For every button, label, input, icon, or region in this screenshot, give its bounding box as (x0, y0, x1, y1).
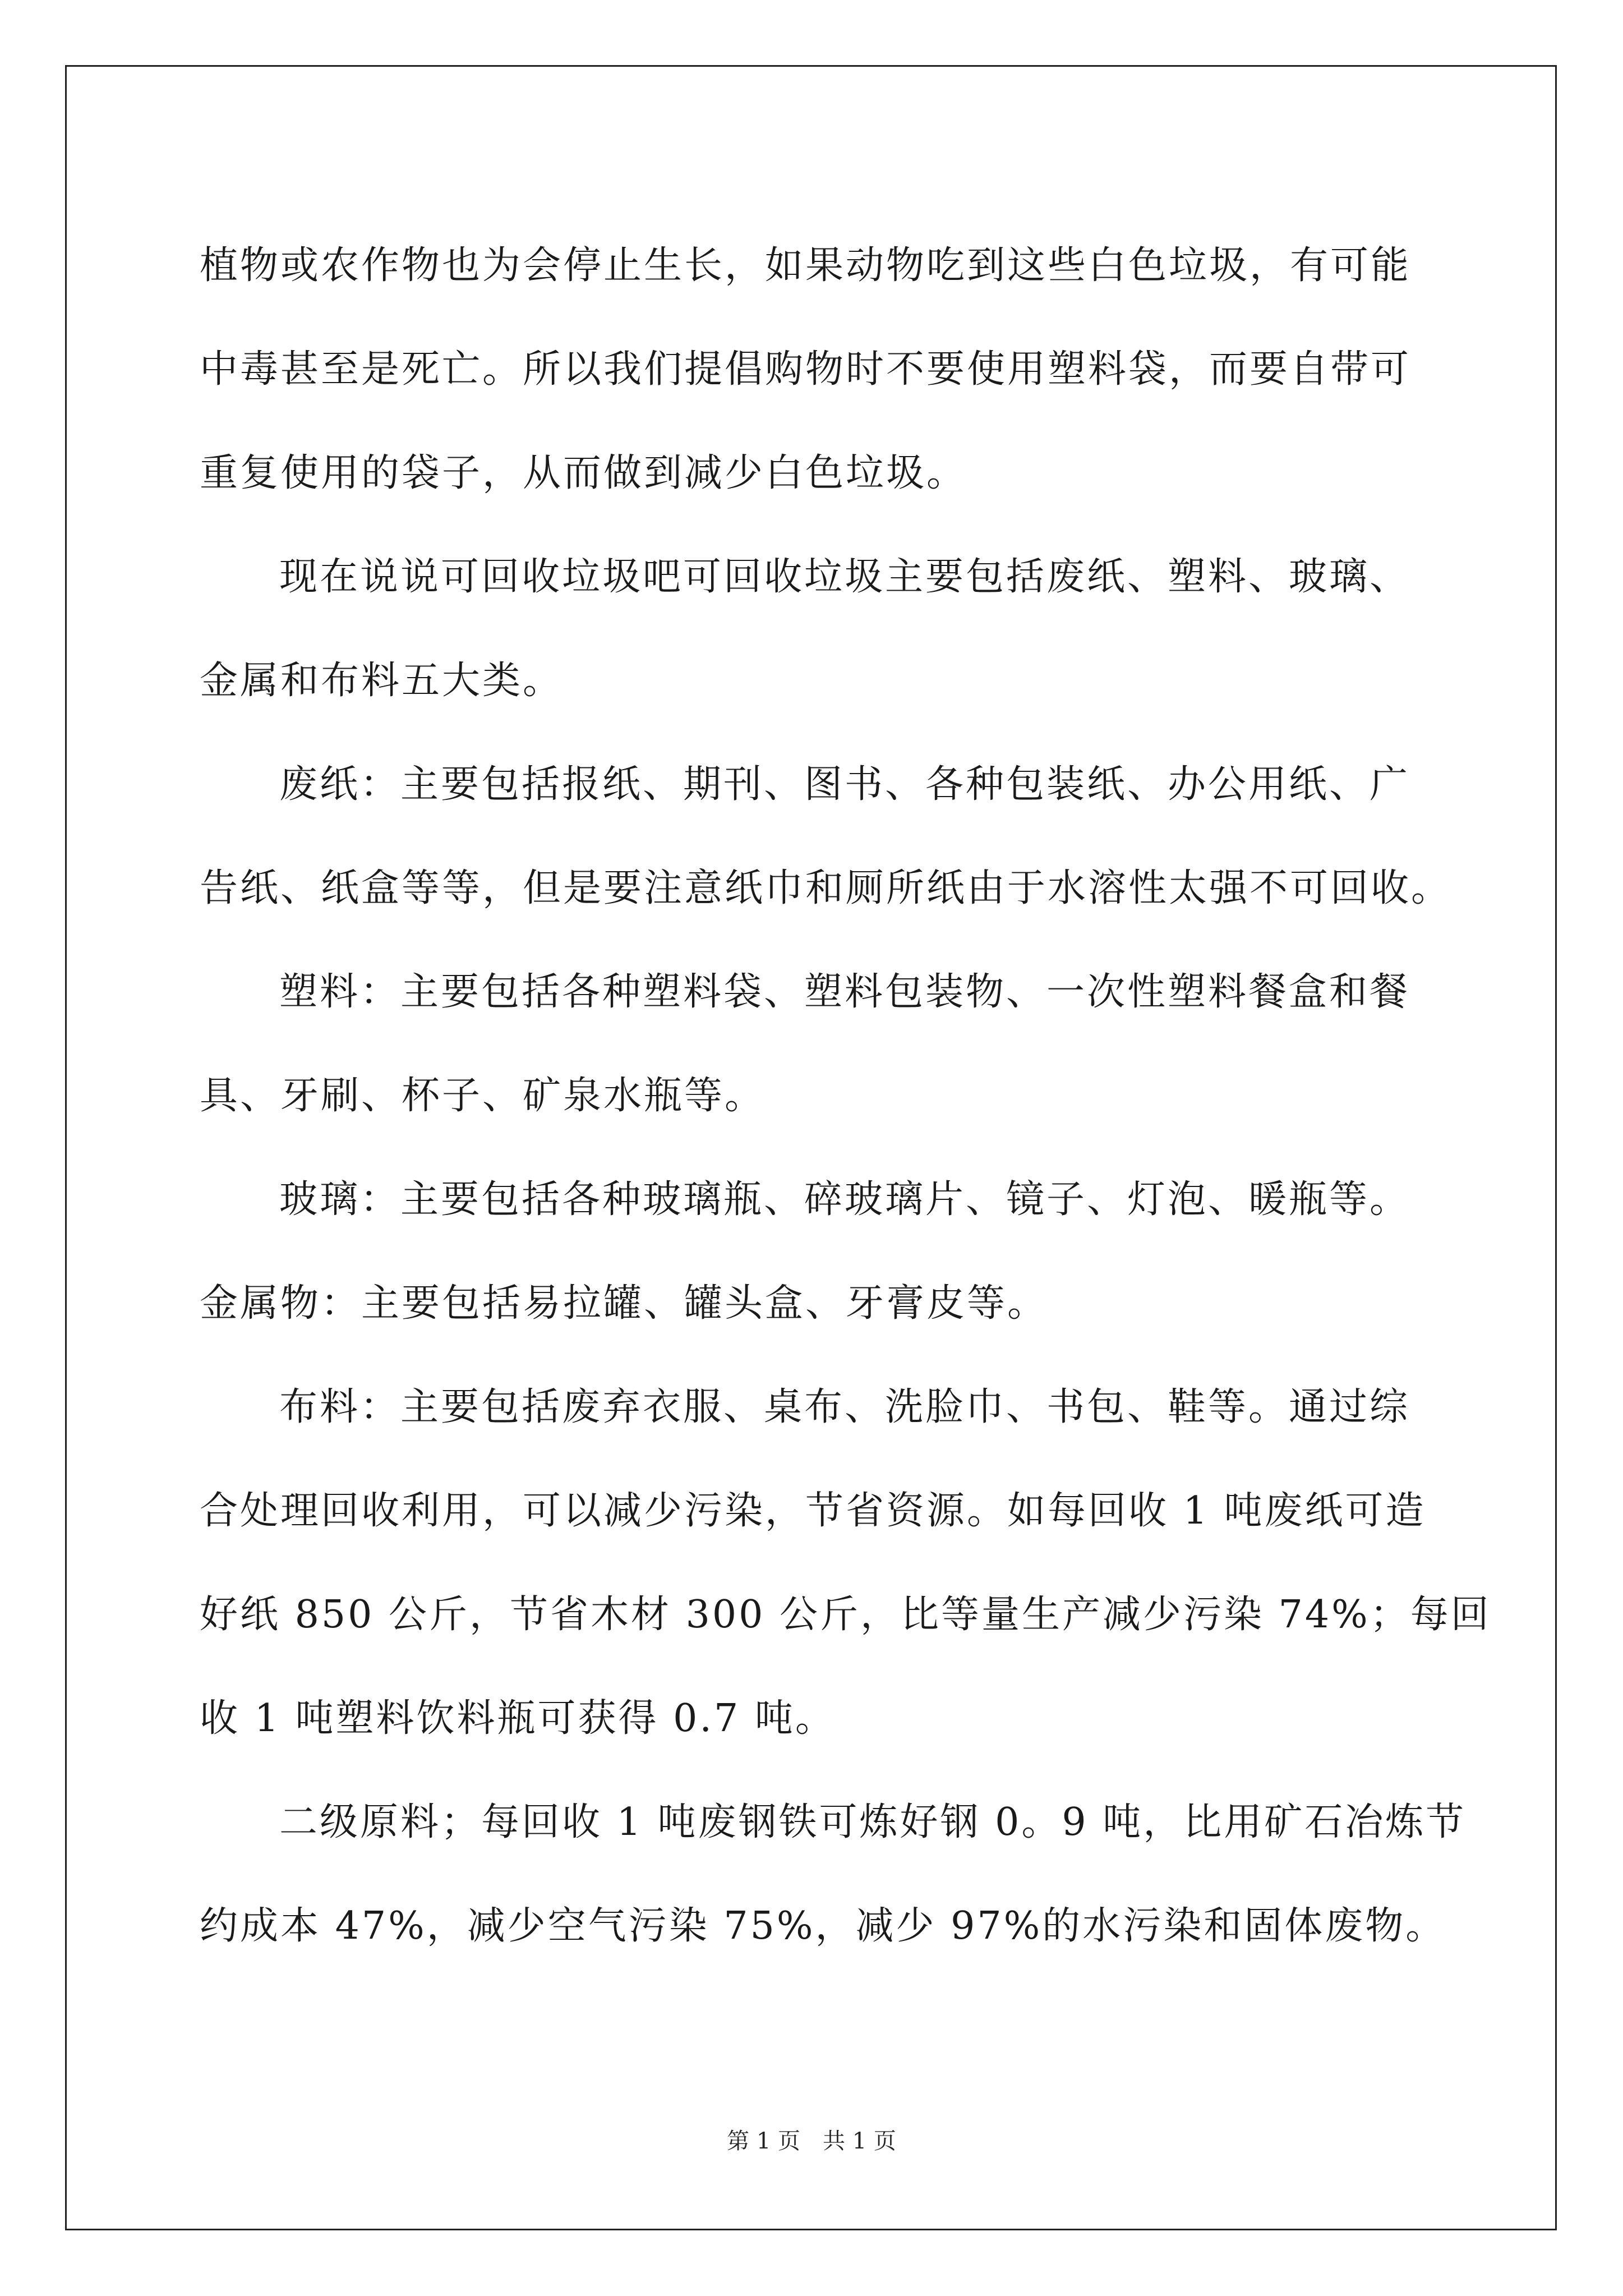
paragraph-metal: 金属物：主要包括易拉罐、罐头盒、牙膏皮等。 (200, 1281, 1048, 1326)
paragraph-glass: 玻璃：主要包括各种玻璃瓶、碎玻璃片、镜子、灯泡、暖瓶等。 (279, 1177, 1410, 1222)
paragraph-plastic: 塑料：主要包括各种塑料袋、塑料包装物、一次性塑料餐盒和餐 (279, 970, 1410, 1014)
text-line: 好纸 850 公斤，节省木材 300 公斤，比等量生产减少污染 74%；每回 (200, 1593, 1491, 1637)
text-line: 约成本 47%，减少空气污染 75%，减少 97%的水污染和固体废物。 (200, 1904, 1446, 1948)
page-number-footer: 第 1 页 共 1 页 (727, 2128, 896, 2154)
paragraph-paper: 废纸：主要包括报纸、期刊、图书、各种包装纸、办公用纸、广 (279, 762, 1410, 807)
text-line: 收 1 吨塑料饮料瓶可获得 0.7 吨。 (200, 1696, 836, 1741)
text-line: 重复使用的袋子，从而做到减少白色垃圾。 (200, 451, 967, 495)
paragraph-recyclables-intro: 现在说说可回收垃圾吧可回收垃圾主要包括废纸、塑料、玻璃、 (279, 555, 1410, 599)
document-body (200, 210, 1491, 1975)
text-line: 告纸、纸盒等等，但是要注意纸巾和厕所纸由于水溶性太强不可回收。 (200, 866, 1452, 910)
text-line: 合处理回收利用，可以减少污染，节省资源。如每回收 1 吨废纸可造 (200, 1489, 1426, 1533)
text-line: 具、牙刷、杯子、矿泉水瓶等。 (200, 1074, 766, 1118)
paragraph-fabric: 布料：主要包括废弃衣服、桌布、洗脸巾、书包、鞋等。通过综 (279, 1385, 1410, 1429)
paragraph-secondary-materials: 二级原料；每回收 1 吨废钢铁可炼好钢 0。9 吨，比用矿石冶炼节 (279, 1800, 1467, 1844)
text-line: 金属和布料五大类。 (200, 659, 564, 703)
text-line: 中毒甚至是死亡。所以我们提倡购物时不要使用塑料袋，而要自带可 (200, 347, 1412, 392)
text-line: 植物或农作物也为会停止生长，如果动物吃到这些白色垃圾，有可能 (200, 243, 1412, 288)
